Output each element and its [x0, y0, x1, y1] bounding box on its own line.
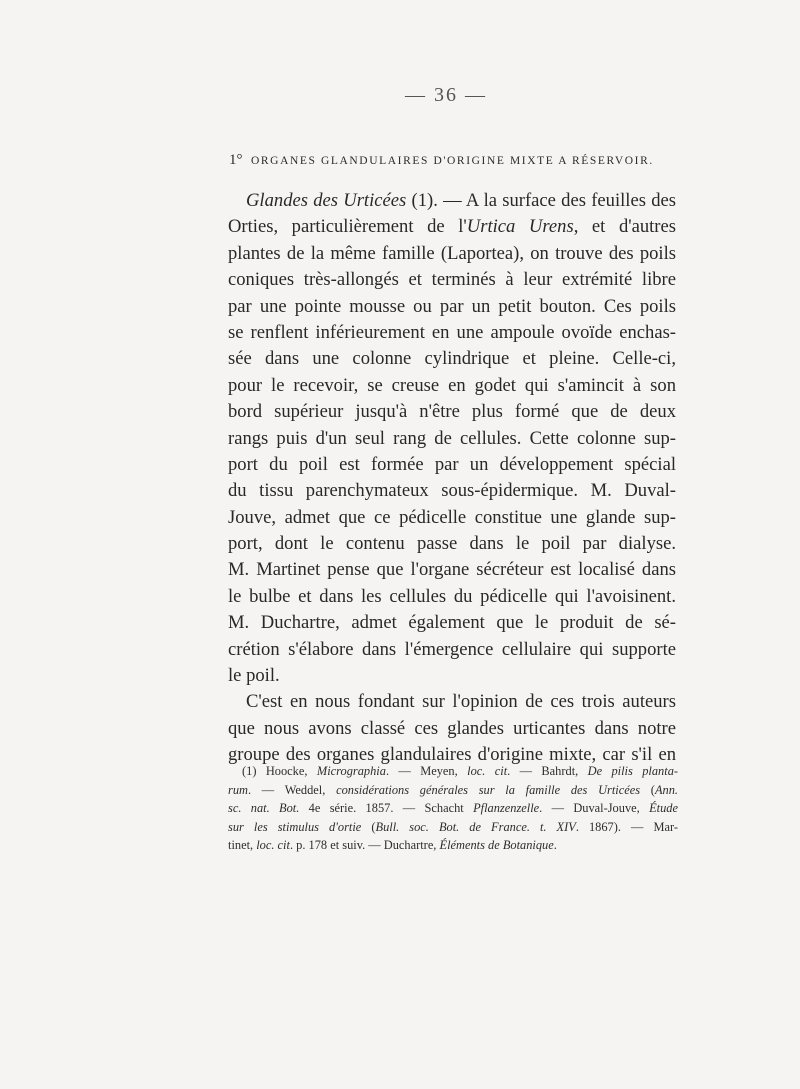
citation-title: rum [228, 782, 248, 797]
text-run: . — Weddel, [247, 782, 337, 797]
citation-title: Éléments de Botanique [439, 838, 554, 852]
paragraph-line: bord supérieur jusqu'à n'être plus formé que de deux [228, 401, 676, 423]
citation-title: Micrographia [316, 764, 386, 778]
text-run: . — Duval-Jouve, [539, 801, 650, 815]
species-name: Urtica Urens [466, 216, 574, 238]
section-number: 1° [229, 152, 243, 168]
paragraph-line: port, dont le contenu passe dans le poil par dialyse. [228, 533, 676, 555]
citation-ref: loc. cit [467, 764, 508, 778]
text-run: (1) Hoocke, [242, 764, 317, 778]
citation-title: Étude [649, 801, 678, 815]
citation-ref: loc. cit [256, 838, 290, 852]
paragraph-title-ref: (1). — A la surface des feuilles des [406, 190, 676, 211]
paragraph-line: sée dans une colonne cylindrique et pleine. Celle-ci, [228, 348, 676, 370]
paragraph-line: groupe des organes glandulaires d'origine mixte, car s'il en [228, 744, 676, 766]
citation-title: De pilis planta- [587, 764, 679, 778]
citation-title: sur les stimulus d'ortie [228, 819, 362, 834]
citation-title: Pflanzenzelle [473, 801, 540, 815]
paragraph-line [228, 188, 676, 214]
text-run: Orties, particulièrement de l' [228, 216, 467, 238]
paragraph-line: rangs puis d'un seul rang de cellules. Cette colonne sup- [228, 427, 676, 449]
citation-title: considérations générales sur la famille des Urticées [336, 782, 641, 797]
footnote-line [228, 799, 678, 818]
paragraph-line: coniques très-allongés et terminés à leur extrémité libre [228, 269, 676, 291]
text-run: ( [640, 782, 655, 797]
paragraph-line: pour le recevoir, se creuse en godet qui s'amincit à son [228, 374, 676, 396]
footnote-line [228, 762, 678, 781]
citation-title: sc. nat. Bot. [228, 801, 300, 815]
text-run: , et d'autres [573, 216, 676, 238]
text-run: . — Meyen, [385, 764, 468, 778]
section-heading-text: ORGANES GLANDULAIRES D'ORIGINE MIXTE A RÉSERVOIR. [250, 155, 654, 167]
paragraph-line: M. Duchartre, admet également que le produit de sé- [228, 612, 676, 634]
paragraph-line: par une pointe mousse ou par un petit bouton. Ces poils [228, 295, 676, 317]
citation-title: Bull. soc. Bot. de France. t. XIV [375, 819, 576, 834]
paragraph-line: Jouve, admet que ce pédicelle constitue une glande sup- [228, 506, 676, 528]
text-run: . [553, 838, 557, 852]
section-heading [229, 152, 679, 169]
paragraph-line: le bulbe et dans les cellules du pédicelle qui l'avoisinent. [228, 585, 676, 607]
paragraph-line: du tissu parenchymateux sous-épidermique. M. Duval- [228, 480, 676, 502]
paragraph-line: M. Martinet pense que l'organe sécréteur est localisé dans [228, 559, 676, 581]
paragraph-title: Glandes des Urticées [246, 190, 407, 211]
footnote-line [228, 818, 678, 837]
text-run: ( [361, 819, 376, 834]
text-run: . 1867). — Mar- [575, 819, 678, 834]
text-run: 4e série. 1857. — Schacht [299, 801, 474, 815]
paragraph-line: le poil. [228, 665, 280, 687]
paragraph-line: se renflent inférieurement en une ampoule ovoïde enchas- [228, 321, 676, 343]
paragraph-line: plantes de la même famille (Laportea), on trouve des poils [228, 242, 676, 264]
paragraph-line: que nous avons classé ces glandes urticantes dans notre [228, 717, 676, 739]
footnote-line [228, 836, 678, 855]
text-run: tinet, [228, 838, 257, 852]
page-number: — 36 — [405, 84, 487, 106]
paragraph-line [228, 214, 676, 240]
body-text [228, 188, 676, 769]
text-run: . p. 178 et suiv. — Duchartre, [289, 838, 440, 852]
paragraph-line: crétion s'élabore dans l'émergence cellulaire qui supporte [228, 638, 676, 660]
paragraph-line: port du poil est formée par un développement spécial [228, 453, 676, 475]
footnote [228, 762, 678, 855]
text-run: . — Bahrdt, [507, 764, 588, 778]
footnote-line [228, 781, 678, 800]
citation-title: Ann. [654, 782, 678, 797]
paragraph-line: C'est en nous fondant sur l'opinion de ces trois auteurs [246, 691, 676, 713]
